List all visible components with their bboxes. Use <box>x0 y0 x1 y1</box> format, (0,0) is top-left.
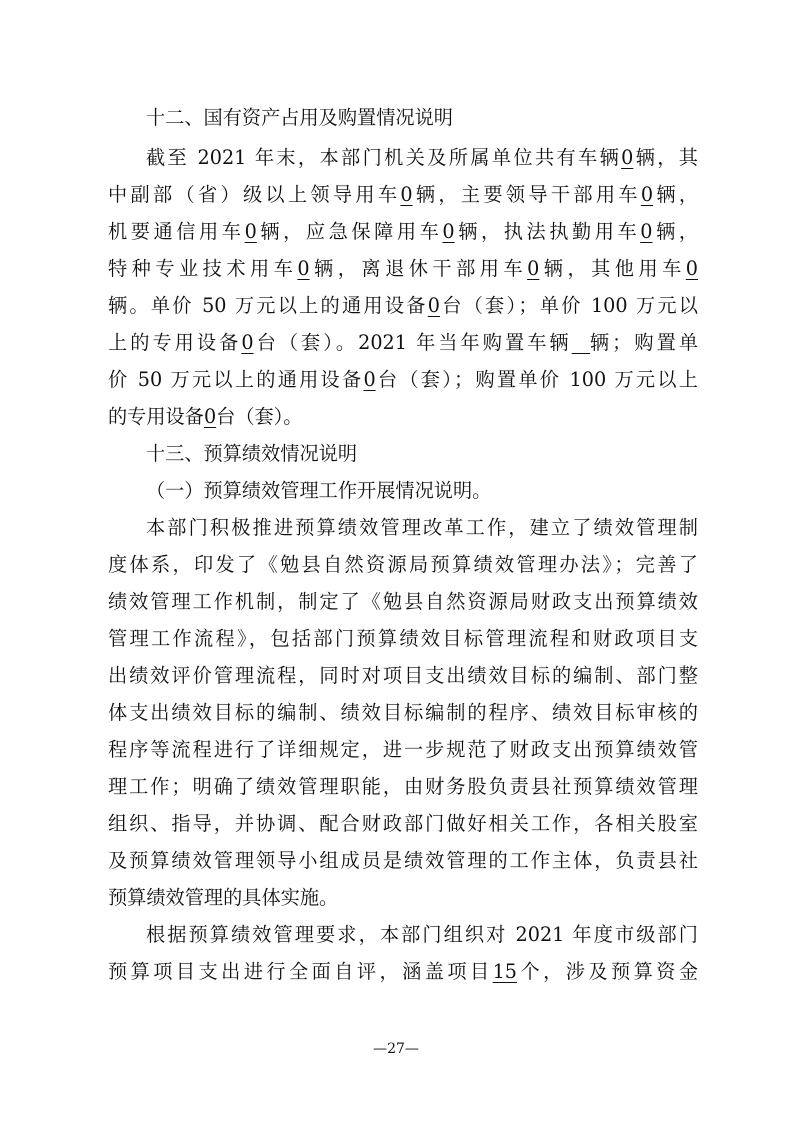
paragraph-line: 上的专用设备0台（套）。2021 年当年购置车辆 辆；购置单 <box>108 331 699 354</box>
paragraph-line: 管理工作流程》，包括部门预算绩效目标管理流程和财政项目支 <box>108 627 698 650</box>
underlined-value: 15 <box>492 960 518 983</box>
page-number: —27— <box>373 1041 419 1057</box>
paragraph-line: 度体系，印发了《勉县自然资源局预算绩效管理办法》；完善了 <box>108 553 698 576</box>
underlined-value: 0 <box>685 257 699 280</box>
underlined-value: 0 <box>640 183 654 206</box>
subheading: （一）预算绩效管理工作开展情况说明。 <box>146 479 492 502</box>
paragraph-line: 程序等流程进行了详细规定，进一步规范了财政支出预算绩效管 <box>108 738 698 761</box>
paragraph-line: 本部门积极推进预算绩效管理改革工作，建立了绩效管理制 <box>146 516 698 539</box>
paragraph-line: 及预算绩效管理领导小组成员是绩效管理的工作主体，负责县社 <box>108 849 698 872</box>
paragraph-line: 体支出绩效目标的编制、绩效目标编制的程序、绩效目标审核的 <box>108 701 698 724</box>
underlined-value: 0 <box>621 146 634 169</box>
paragraph-line: 特种专业技术用车0辆，离退休干部用车0辆，其他用车0 <box>108 257 699 280</box>
underlined-value: 0 <box>363 368 376 391</box>
paragraph-line: 截至 2021 年末，本部门机关及所属单位共有车辆0辆，其 <box>146 146 698 169</box>
paragraph-line: 预算项目支出进行全面自评，涵盖项目15个，涉及预算资金 <box>108 960 699 983</box>
underlined-value: 0 <box>241 331 254 354</box>
paragraph-line: 辆。单价 50 万元以上的通用设备0台（套）；单价 100 万元以 <box>108 294 698 317</box>
underlined-value: 0 <box>442 220 455 243</box>
paragraph-line: 机要通信用车0辆，应急保障用车0辆，执法执勤用车0辆， <box>108 220 699 243</box>
paragraph-line: 根据预算绩效管理要求，本部门组织对 2021 年度市级部门 <box>146 923 698 946</box>
section-heading-12: 十二、国有资产占用及购置情况说明 <box>146 106 453 129</box>
paragraph-line: 预算绩效管理的具体实施。 <box>108 886 339 909</box>
underlined-value: 0 <box>400 183 413 206</box>
underlined-value: 0 <box>640 220 653 243</box>
paragraph-line: 中副部（省）级以上领导用车0辆，主要领导干部用车0辆， <box>108 183 699 206</box>
paragraph-line: 绩效管理工作机制，制定了《勉县自然资源局财政支出预算绩效 <box>108 590 698 613</box>
paragraph-line: 价 50 万元以上的通用设备0台（套）；购置单价 100 万元以上 <box>108 368 698 391</box>
underlined-value: 0 <box>297 257 310 280</box>
underlined-value: 0 <box>527 257 540 280</box>
underlined-value: 0 <box>244 220 257 243</box>
underlined-value <box>572 331 590 354</box>
underlined-value: 0 <box>203 405 217 428</box>
paragraph-line: 组织、指导，并协调、配合财政部门做好相关工作，各相关股室 <box>108 812 698 835</box>
paragraph-line: 的专用设备0台（套）。 <box>108 405 303 428</box>
paragraph-line: 理工作；明确了绩效管理职能，由财务股负责县社预算绩效管理 <box>108 775 698 798</box>
underlined-value: 0 <box>427 294 440 317</box>
paragraph-line: 出绩效评价管理流程，同时对项目支出绩效目标的编制、部门整 <box>108 664 698 687</box>
section-heading-13: 十三、预算绩效情况说明 <box>146 442 358 465</box>
